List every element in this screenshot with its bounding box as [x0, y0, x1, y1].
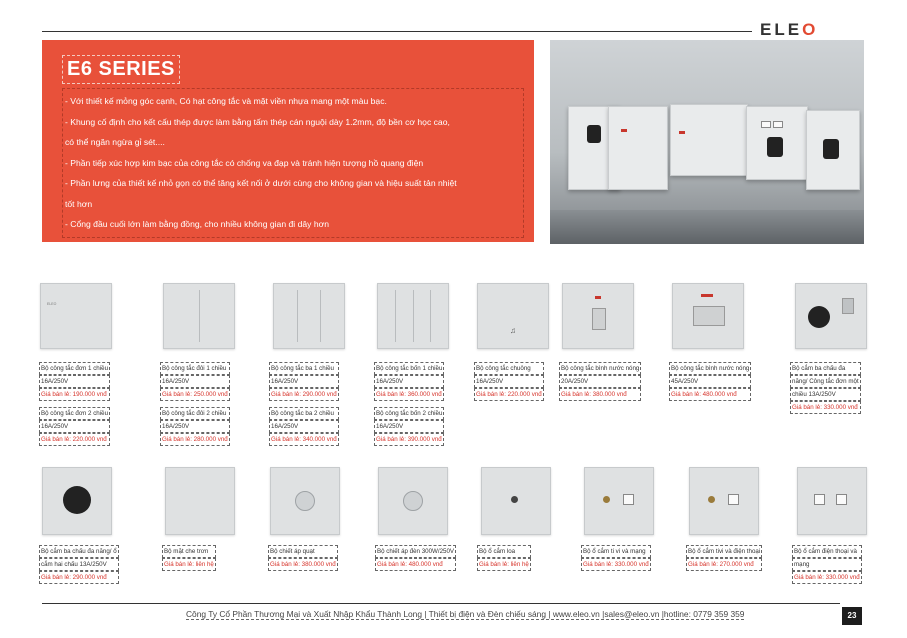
light-dimmer-icon — [378, 467, 448, 535]
knob-icon — [295, 491, 315, 511]
product-label: Bộ mặt che trơn Giá bán lẻ: liên hệ — [162, 545, 216, 571]
switch-1gang-icon: ELEO — [40, 283, 112, 349]
socket-icon — [587, 125, 601, 143]
phone-port-icon — [814, 494, 825, 505]
product-label: Bộ công tắc đôi 1 chiều 16A/250V Giá bán lẻ: 250.000 vnđ — [160, 362, 230, 401]
usb-port-icon — [773, 121, 783, 128]
photo-plate-center — [670, 104, 748, 176]
indicator-icon — [701, 294, 713, 297]
phone-network-socket-icon — [797, 467, 867, 535]
knob-icon — [403, 491, 423, 511]
photo-switch-plate — [608, 106, 668, 190]
product-label: Bộ công tắc đôi 2 chiều 16A/250V Giá bán lẻ: 280.000 vnđ — [160, 407, 230, 446]
tv-port-icon — [603, 496, 610, 503]
bell-switch-icon: ♫ — [477, 283, 549, 349]
feature-list — [62, 88, 524, 238]
eleo-logo: ELEO — [760, 20, 819, 39]
indicator-icon — [595, 296, 601, 299]
rocker-icon — [842, 298, 854, 314]
socket-icon — [767, 137, 783, 157]
tv-phone-socket-icon — [689, 467, 759, 535]
product-showcase-photo — [550, 40, 864, 244]
product-label: Bộ ổ cắm ti vi và mạng Giá bán lẻ: 330.000 vnđ — [581, 545, 651, 571]
product-label: Bộ ổ cắm loa Giá bán lẻ: liên hệ — [477, 545, 531, 571]
speaker-port-icon — [511, 496, 518, 503]
feature-item: - Phần tiếp xúc hợp kim bạc của công tắc có chống va đạp và tránh hiện tượng hồ quang điện — [65, 157, 424, 168]
product-label: Bộ công tắc bình nước nóng 20A/250V Giá bán lẻ: 380.000 vnđ — [559, 362, 641, 401]
page-number: 23 — [842, 607, 862, 625]
universal-socket-icon — [42, 467, 112, 535]
switch-3gang-icon — [273, 283, 345, 349]
header-rule — [42, 31, 752, 32]
product-label: Bộ công tắc bình nước nóng 45A/250V Giá bán lẻ: 480.000 vnđ — [669, 362, 751, 401]
product-label: Bộ chiết áp quạt Giá bán lẻ: 380.000 vnđ — [268, 545, 338, 571]
blank-plate-icon — [165, 467, 235, 535]
series-title: E6 SERIES — [62, 55, 180, 84]
water-heater-switch-icon — [562, 283, 634, 349]
company-footer: Công Ty Cổ Phần Thương Mại và Xuất Nhập Khẩu Thành Long | Thiết bị điện và Đèn chiếu sáng | www.eleo.vn |sales@eleo.vn |hotline: 0779 359 359 — [186, 609, 745, 619]
product-label: Bộ công tắc chuông 16A/250V Giá bán lẻ: 220.000 vnđ — [474, 362, 544, 401]
socket-icon — [823, 139, 839, 159]
product-label: Bộ công tắc bốn 1 chiều 16A/250V Giá bán lẻ: 360.000 vnđ — [374, 362, 444, 401]
product-label: Bộ cắm ba chấu đa năng/ Công tắc đơn một chiều 13A/250V Giá bán lẻ: 330.000 vnđ — [790, 362, 861, 414]
feature-item: có thể ngăn ngừa gỉ sét.... — [65, 137, 165, 147]
feature-item: - Cổng đầu cuối lớn làm bằng đồng, cho nhiều không gian đi dây hơn — [65, 219, 330, 229]
fan-dimmer-icon — [270, 467, 340, 535]
tv-port-icon — [708, 496, 715, 503]
switch-4gang-icon — [377, 283, 449, 349]
product-label: Bộ chiết áp đèn 300W/250V Giá bán lẻ: 480.000 vnđ — [375, 545, 456, 571]
product-label: Bộ ổ cắm điện thoại và mạng Giá bán lẻ: 330.000 vnđ — [792, 545, 862, 584]
product-label: Bộ công tắc đơn 1 chiều 16A/250V Giá bán lẻ: 190.000 vnđ — [39, 362, 110, 401]
indicator-icon — [621, 129, 627, 132]
rocker-icon — [693, 306, 725, 326]
product-label: Bộ công tắc bốn 2 chiều 16A/250V Giá bán lẻ: 390.000 vnđ — [374, 407, 444, 446]
product-label: Bộ công tắc ba 2 chiều 16A/250V Giá bán lẻ: 340.000 vnđ — [269, 407, 339, 446]
network-port-icon — [623, 494, 634, 505]
feature-item: - Khung cố định cho kết cấu thép được làm bằng tấm thép cán nguội dày 1.2mm, độ bền cơ học cao, — [65, 116, 450, 127]
rocker-icon — [592, 308, 606, 330]
product-label: Bộ công tắc ba 1 chiều 16A/250V Giá bán lẻ: 290.000 vnđ — [269, 362, 339, 401]
socket-switch-icon — [795, 283, 867, 349]
socket-icon — [63, 486, 91, 514]
water-heater-switch-45a-icon — [672, 283, 744, 349]
usb-port-icon — [761, 121, 771, 128]
socket-icon — [808, 306, 830, 328]
feature-item: - Phần lưng của thiết kế nhỏ gọn có thể tăng kết nối ở dưới cùng cho không gian và hiệu suất tản nhiệt — [65, 178, 457, 188]
speaker-socket-icon — [481, 467, 551, 535]
product-label: Bộ ổ cắm tivi và điện thoại Giá bán lẻ: 270.000 vnđ — [686, 545, 762, 571]
footer-rule — [42, 603, 840, 604]
feature-item: tốt hơn — [65, 198, 93, 209]
network-port-icon — [836, 494, 847, 505]
product-label: Bộ công tắc đơn 2 chiều 16A/250V Giá bán lẻ: 220.000 vnđ — [39, 407, 110, 446]
tv-network-socket-icon — [584, 467, 654, 535]
photo-usb-socket-plate — [746, 106, 808, 180]
product-label: Bộ cắm ba chấu đa năng/ ổ cắm hai chấu 13A/250V Giá bán lẻ: 290.000 vnđ — [39, 545, 119, 584]
feature-item: - Với thiết kế mỏng góc cạnh, Có hạt công tắc và mặt viền nhựa mang một màu bạc. — [65, 96, 387, 106]
indicator-icon — [679, 131, 685, 134]
phone-port-icon — [728, 494, 739, 505]
photo-socket-plate-right — [806, 110, 860, 190]
photo-floor — [550, 210, 864, 244]
switch-2gang-icon — [163, 283, 235, 349]
